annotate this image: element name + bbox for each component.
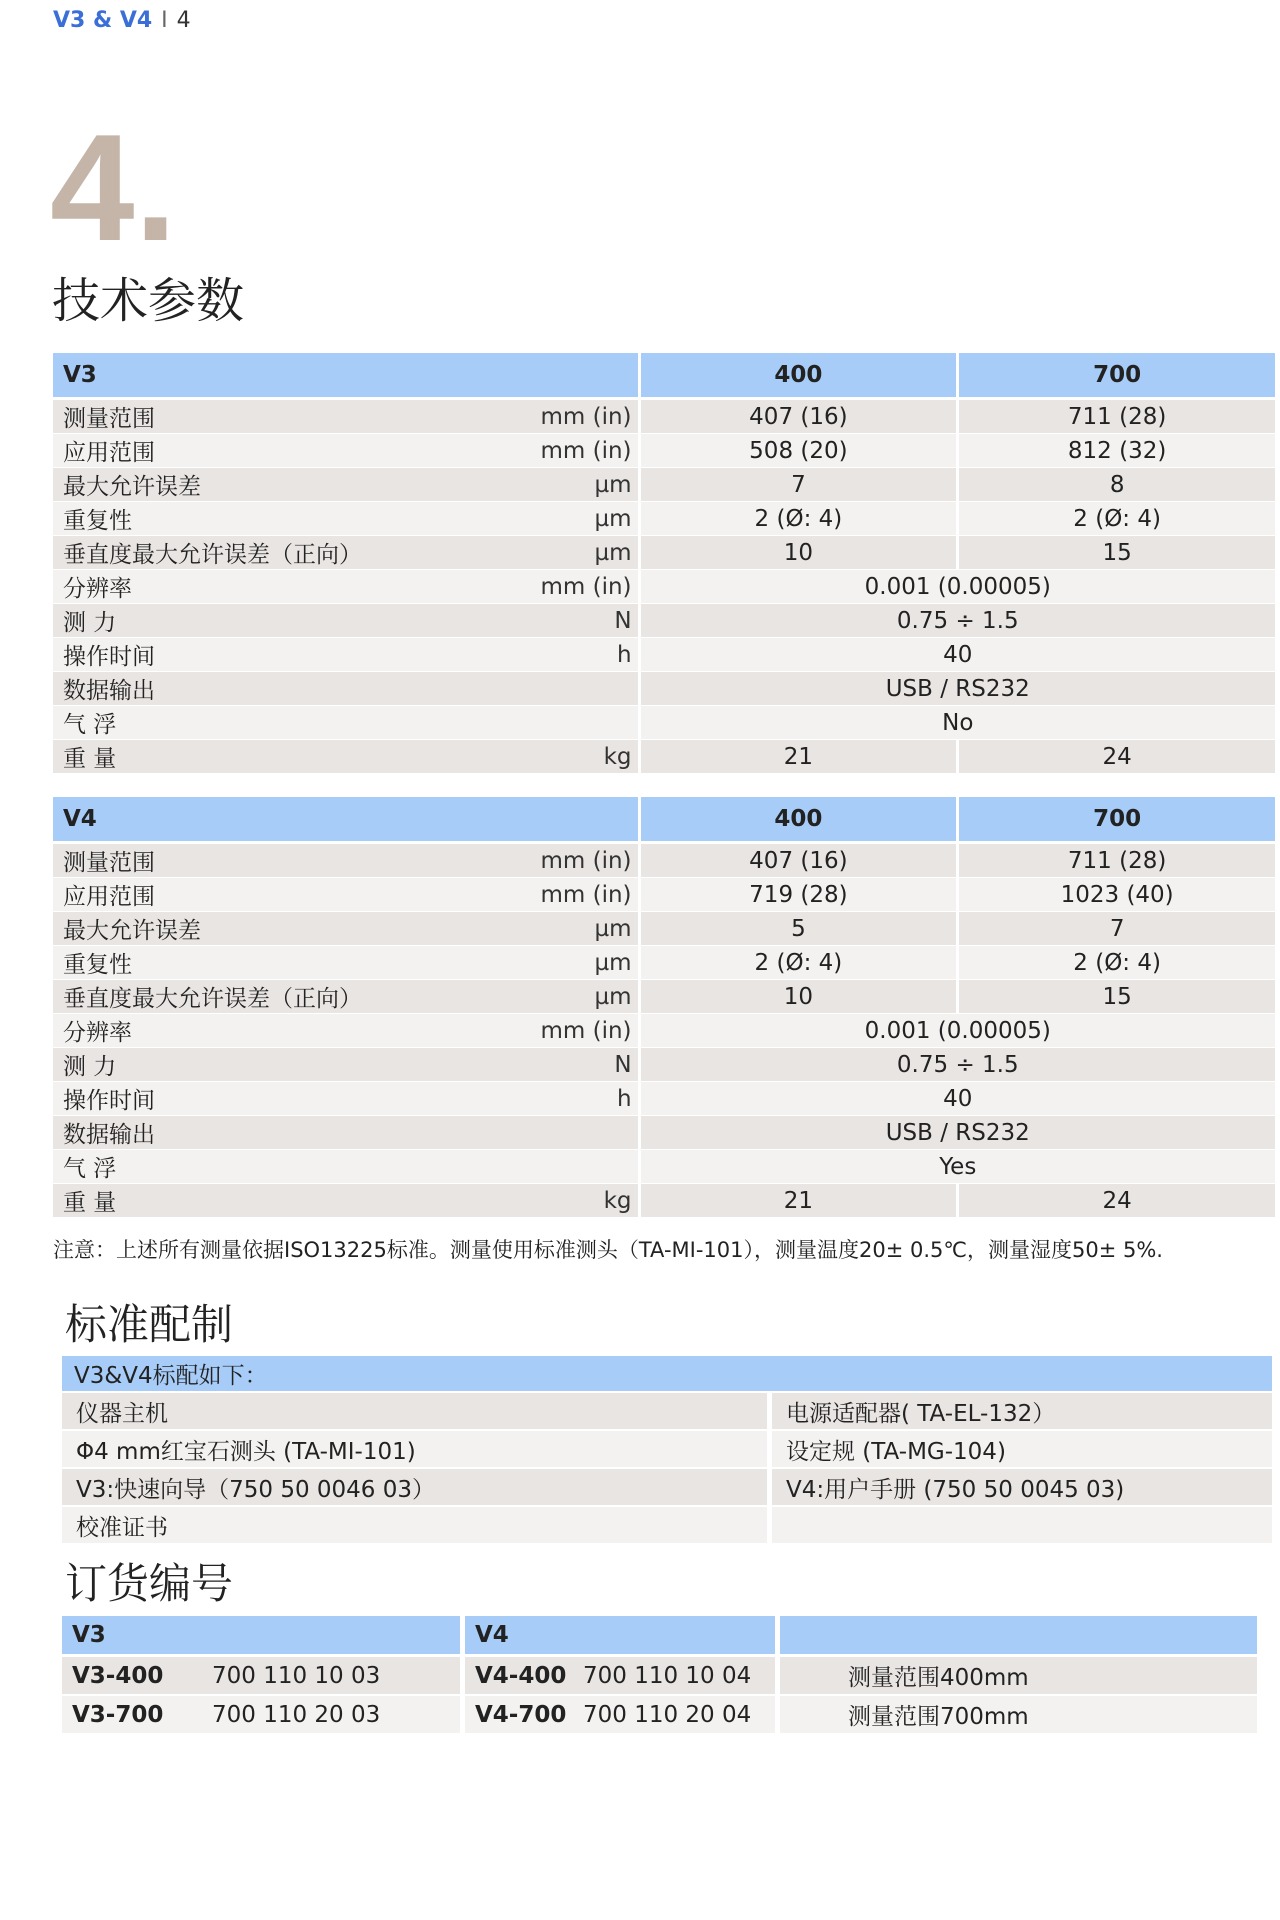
value-700: 7 bbox=[959, 912, 1275, 945]
table-row bbox=[62, 1469, 1272, 1505]
model-code: V3-700 bbox=[72, 1701, 164, 1728]
row-label: 测量范围 bbox=[63, 850, 155, 876]
row-label: 操作时间 bbox=[63, 1088, 155, 1114]
measurement-note: 注意：上述所有测量依据ISO13225标准。测量使用标准测头（TA-MI-101），测量温度20± 0.5℃，测量湿度50± 5%. bbox=[53, 1238, 1163, 1262]
config-item: Φ4 mm红宝石测头 (TA-MI-101) bbox=[62, 1431, 767, 1467]
section-title: 技术参数 bbox=[52, 273, 245, 329]
row-unit: mm (in) bbox=[540, 573, 632, 600]
column-700: 700 bbox=[959, 797, 1275, 841]
value-shared: 0.001 (0.00005) bbox=[641, 1014, 1275, 1047]
value-400: 407 (16) bbox=[641, 844, 957, 877]
config-item: V3:快速向导（750 50 0046 03） bbox=[62, 1469, 767, 1505]
table-row bbox=[62, 1507, 1272, 1543]
row-unit: kg bbox=[603, 743, 632, 770]
order-description: 测量范围700mm bbox=[780, 1696, 1257, 1733]
value-400: 2 (Ø: 4) bbox=[641, 502, 957, 535]
model-label: V3 bbox=[53, 353, 638, 397]
table-row bbox=[53, 434, 1275, 467]
row-unit: mm (in) bbox=[540, 847, 632, 874]
value-400: 719 (28) bbox=[641, 878, 957, 911]
value-shared: No bbox=[641, 706, 1275, 739]
page-header bbox=[53, 8, 191, 33]
row-label: 最大允许误差 bbox=[63, 918, 201, 944]
value-700: 15 bbox=[959, 980, 1275, 1013]
standard-header: V3&V4标配如下： bbox=[62, 1356, 1272, 1391]
config-item bbox=[772, 1507, 1272, 1543]
row-label: 应用范围 bbox=[63, 884, 155, 910]
value-400: 10 bbox=[641, 536, 957, 569]
row-unit: mm (in) bbox=[540, 881, 632, 908]
table-row bbox=[53, 912, 1275, 945]
row-label: 最大允许误差 bbox=[63, 474, 201, 500]
order-head-v3: V3 bbox=[62, 1616, 460, 1654]
row-label: 应用范围 bbox=[63, 440, 155, 466]
row-unit: h bbox=[616, 641, 632, 668]
config-item: 电源适配器( TA-EL-132） bbox=[772, 1393, 1272, 1429]
value-700: 8 bbox=[959, 468, 1275, 501]
row-label: 测 力 bbox=[63, 610, 117, 636]
row-label: 操作时间 bbox=[63, 644, 155, 670]
row-label: 测量范围 bbox=[63, 406, 155, 432]
table-row bbox=[53, 1184, 1275, 1217]
value-700: 711 (28) bbox=[959, 844, 1275, 877]
table-row bbox=[53, 844, 1275, 877]
order-description: 测量范围400mm bbox=[780, 1657, 1257, 1694]
value-700: 2 (Ø: 4) bbox=[959, 946, 1275, 979]
value-700: 711 (28) bbox=[959, 400, 1275, 433]
table-row bbox=[53, 502, 1275, 535]
model-code: V4-400 bbox=[475, 1662, 567, 1689]
row-unit: µm bbox=[594, 915, 632, 942]
config-item: 仪器主机 bbox=[62, 1393, 767, 1429]
section-number: 4. bbox=[50, 103, 177, 273]
order-table bbox=[62, 1616, 1257, 1735]
row-unit: µm bbox=[594, 949, 632, 976]
row-unit: mm (in) bbox=[540, 1017, 632, 1044]
order-number: 700 110 20 04 bbox=[583, 1701, 752, 1728]
row-label: 数据输出 bbox=[63, 678, 155, 704]
table-row bbox=[62, 1657, 1257, 1694]
table-row bbox=[62, 1393, 1272, 1429]
table-row bbox=[53, 1116, 1275, 1149]
row-label: 重复性 bbox=[63, 952, 132, 978]
column-400: 400 bbox=[641, 797, 957, 841]
row-unit: h bbox=[616, 1085, 632, 1112]
table-row bbox=[53, 400, 1275, 433]
value-400: 7 bbox=[641, 468, 957, 501]
table-row bbox=[53, 946, 1275, 979]
config-item: 设定规 (TA-MG-104) bbox=[772, 1431, 1272, 1467]
row-unit: N bbox=[614, 607, 632, 634]
value-700: 24 bbox=[959, 740, 1275, 773]
order-number: 700 110 10 04 bbox=[583, 1662, 752, 1689]
order-head-desc bbox=[780, 1616, 1257, 1654]
table-header bbox=[53, 797, 1275, 841]
table-row bbox=[62, 1431, 1272, 1467]
table-header bbox=[62, 1616, 1257, 1654]
value-shared: USB / RS232 bbox=[641, 1116, 1275, 1149]
row-label: 重复性 bbox=[63, 508, 132, 534]
table-header bbox=[53, 353, 1275, 397]
table-row bbox=[53, 604, 1275, 637]
table-row bbox=[53, 672, 1275, 705]
row-unit: µm bbox=[594, 983, 632, 1010]
page-number: 4 bbox=[176, 8, 191, 33]
config-item: V4:用户手册 (750 50 0045 03) bbox=[772, 1469, 1272, 1505]
v3-spec-table bbox=[53, 353, 1275, 774]
table-row bbox=[53, 1014, 1275, 1047]
value-700: 15 bbox=[959, 536, 1275, 569]
row-unit: mm (in) bbox=[540, 403, 632, 430]
table-row bbox=[53, 536, 1275, 569]
table-row bbox=[53, 1082, 1275, 1115]
value-700: 2 (Ø: 4) bbox=[959, 502, 1275, 535]
table-row bbox=[53, 638, 1275, 671]
value-400: 5 bbox=[641, 912, 957, 945]
value-700: 812 (32) bbox=[959, 434, 1275, 467]
table-row bbox=[53, 570, 1275, 603]
value-shared: Yes bbox=[641, 1150, 1275, 1183]
value-700: 24 bbox=[959, 1184, 1275, 1217]
v4-spec-table bbox=[53, 797, 1275, 1218]
table-row bbox=[53, 740, 1275, 773]
value-400: 10 bbox=[641, 980, 957, 1013]
value-700: 1023 (40) bbox=[959, 878, 1275, 911]
table-row bbox=[53, 878, 1275, 911]
row-label: 垂直度最大允许误差（正向） bbox=[63, 986, 362, 1012]
row-label: 分辨率 bbox=[63, 576, 132, 602]
header-separator: I bbox=[161, 8, 168, 33]
model-code: V4-700 bbox=[475, 1701, 567, 1728]
table-row bbox=[53, 468, 1275, 501]
value-shared: 0.75 ÷ 1.5 bbox=[641, 1048, 1275, 1081]
order-title: 订货编号 bbox=[65, 1559, 234, 1608]
standard-config-table bbox=[62, 1356, 1272, 1545]
model-label: V4 bbox=[53, 797, 638, 841]
order-number: 700 110 10 03 bbox=[212, 1662, 381, 1689]
row-label: 测 力 bbox=[63, 1054, 117, 1080]
row-unit: µm bbox=[594, 471, 632, 498]
table-row bbox=[53, 1150, 1275, 1183]
table-row bbox=[53, 980, 1275, 1013]
column-400: 400 bbox=[641, 353, 957, 397]
value-400: 21 bbox=[641, 1184, 957, 1217]
value-shared: 40 bbox=[641, 1082, 1275, 1115]
value-400: 508 (20) bbox=[641, 434, 957, 467]
value-shared: 0.75 ÷ 1.5 bbox=[641, 604, 1275, 637]
brand-title: V3 & V4 bbox=[53, 8, 153, 33]
row-unit: N bbox=[614, 1051, 632, 1078]
row-label: 垂直度最大允许误差（正向） bbox=[63, 542, 362, 568]
standard-title: 标准配制 bbox=[65, 1300, 234, 1349]
row-unit: mm (in) bbox=[540, 437, 632, 464]
value-400: 2 (Ø: 4) bbox=[641, 946, 957, 979]
value-400: 21 bbox=[641, 740, 957, 773]
row-unit: kg bbox=[603, 1187, 632, 1214]
row-label: 气 浮 bbox=[63, 1156, 117, 1182]
table-row bbox=[62, 1696, 1257, 1733]
row-label: 气 浮 bbox=[63, 712, 117, 738]
row-label: 分辨率 bbox=[63, 1020, 132, 1046]
table-row bbox=[53, 706, 1275, 739]
row-label: 重 量 bbox=[63, 1190, 117, 1216]
table-row bbox=[53, 1048, 1275, 1081]
row-label: 重 量 bbox=[63, 746, 117, 772]
model-code: V3-400 bbox=[72, 1662, 164, 1689]
row-label: 数据输出 bbox=[63, 1122, 155, 1148]
value-shared: 0.001 (0.00005) bbox=[641, 570, 1275, 603]
row-unit: µm bbox=[594, 505, 632, 532]
config-item: 校准证书 bbox=[62, 1507, 767, 1543]
row-unit: µm bbox=[594, 539, 632, 566]
value-shared: USB / RS232 bbox=[641, 672, 1275, 705]
value-400: 407 (16) bbox=[641, 400, 957, 433]
column-700: 700 bbox=[959, 353, 1275, 397]
value-shared: 40 bbox=[641, 638, 1275, 671]
order-number: 700 110 20 03 bbox=[212, 1701, 381, 1728]
order-head-v4: V4 bbox=[465, 1616, 775, 1654]
